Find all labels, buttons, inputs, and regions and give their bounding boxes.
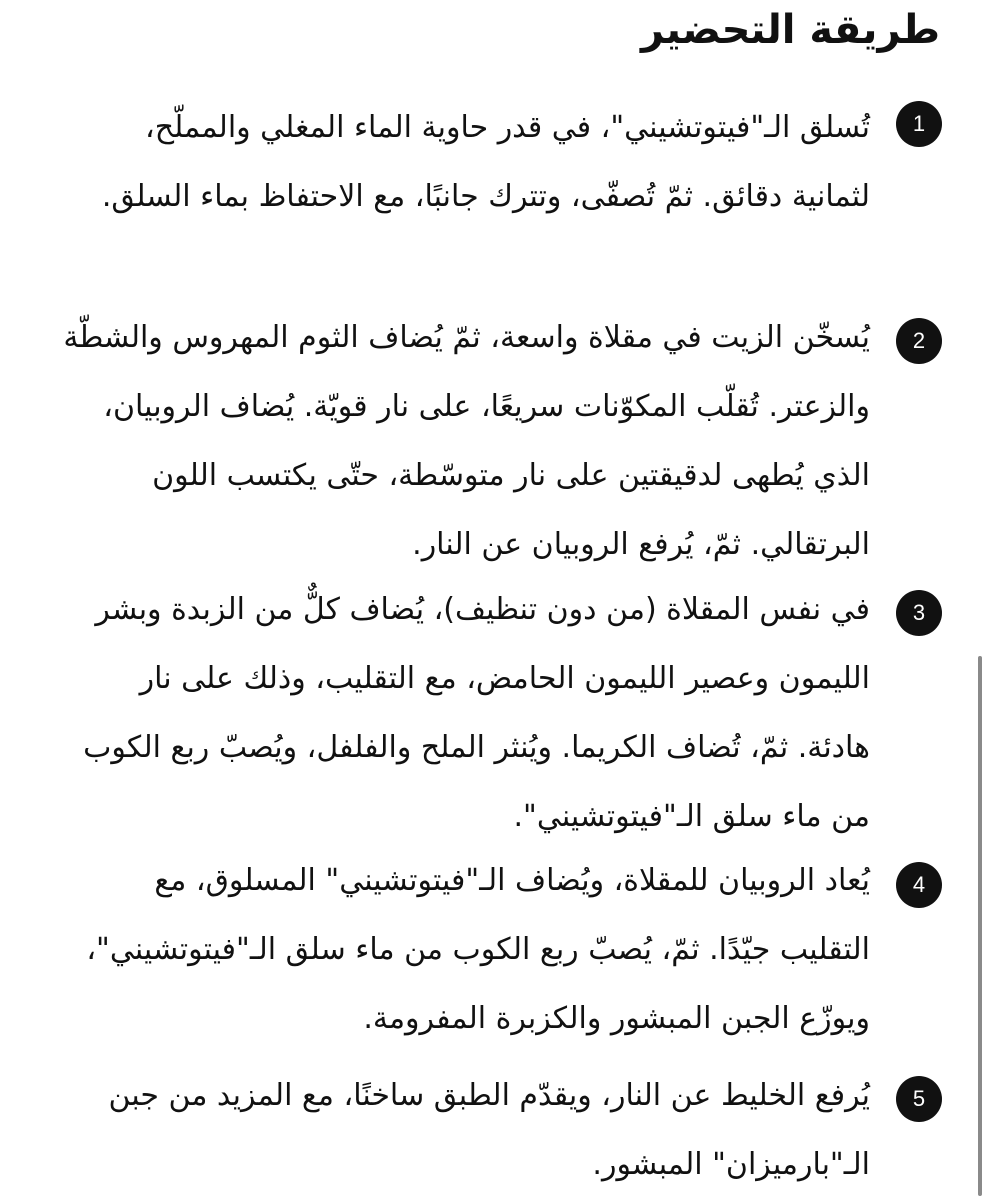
vertical-scrollbar[interactable] — [978, 656, 982, 1196]
step-number-badge: 1 — [896, 101, 942, 147]
page-title: طريقة التحضير — [640, 7, 940, 53]
step-text: في نفس المقلاة (من دون تنظيف)، يُضاف كلٌّ من الزبدة وبشر الليمون وعصير الليمون الحامض، مع التقليب، وذلك على نار هادئة. ثمّ، تُضاف الكريما. ويُنثر الملح والفلفل، ويُصبّ ربع الكوب من ماء سلق الـ"فيتوتشيني". — [83, 592, 870, 834]
step-text: يُرفع الخليط عن النار، ويقدّم الطبق ساخنًا، مع المزيد من جبن الـ"بارميزان" المبشور. — [108, 1078, 870, 1182]
step-number-badge: 4 — [896, 862, 942, 908]
step-number-badge: 3 — [896, 590, 942, 636]
step-text: يُعاد الروبيان للمقلاة، ويُضاف الـ"فيتوتشيني" المسلوق، مع التقليب جيّدًا. ثمّ، يُصبّ ربع الكوب من ماء سلق الـ"فيتوتشيني"، ويوزّع الجبن المبشور والكزبرة المفرومة. — [86, 863, 870, 1036]
step-text: يُسخّن الزيت في مقلاة واسعة، ثمّ يُضاف الثوم المهروس والشطّة والزعتر. تُقلّب المكوّنات سريعًا، على نار قويّة. يُضاف الروبيان، الذي يُطهى لدقيقتين على نار متوسّطة، حتّى يكتسب اللون البرتقالي. ثمّ، يُرفع الروبيان عن النار. — [63, 320, 870, 562]
step-number-badge: 5 — [896, 1076, 942, 1122]
step-number-badge: 2 — [896, 318, 942, 364]
step-text: تُسلق الـ"فيتوتشيني"، في قدر حاوية الماء المغلي والمملّح، لثمانية دقائق. ثمّ تُصفّى، وتترك جانبًا، مع الاحتفاظ بماء السلق. — [101, 110, 870, 214]
